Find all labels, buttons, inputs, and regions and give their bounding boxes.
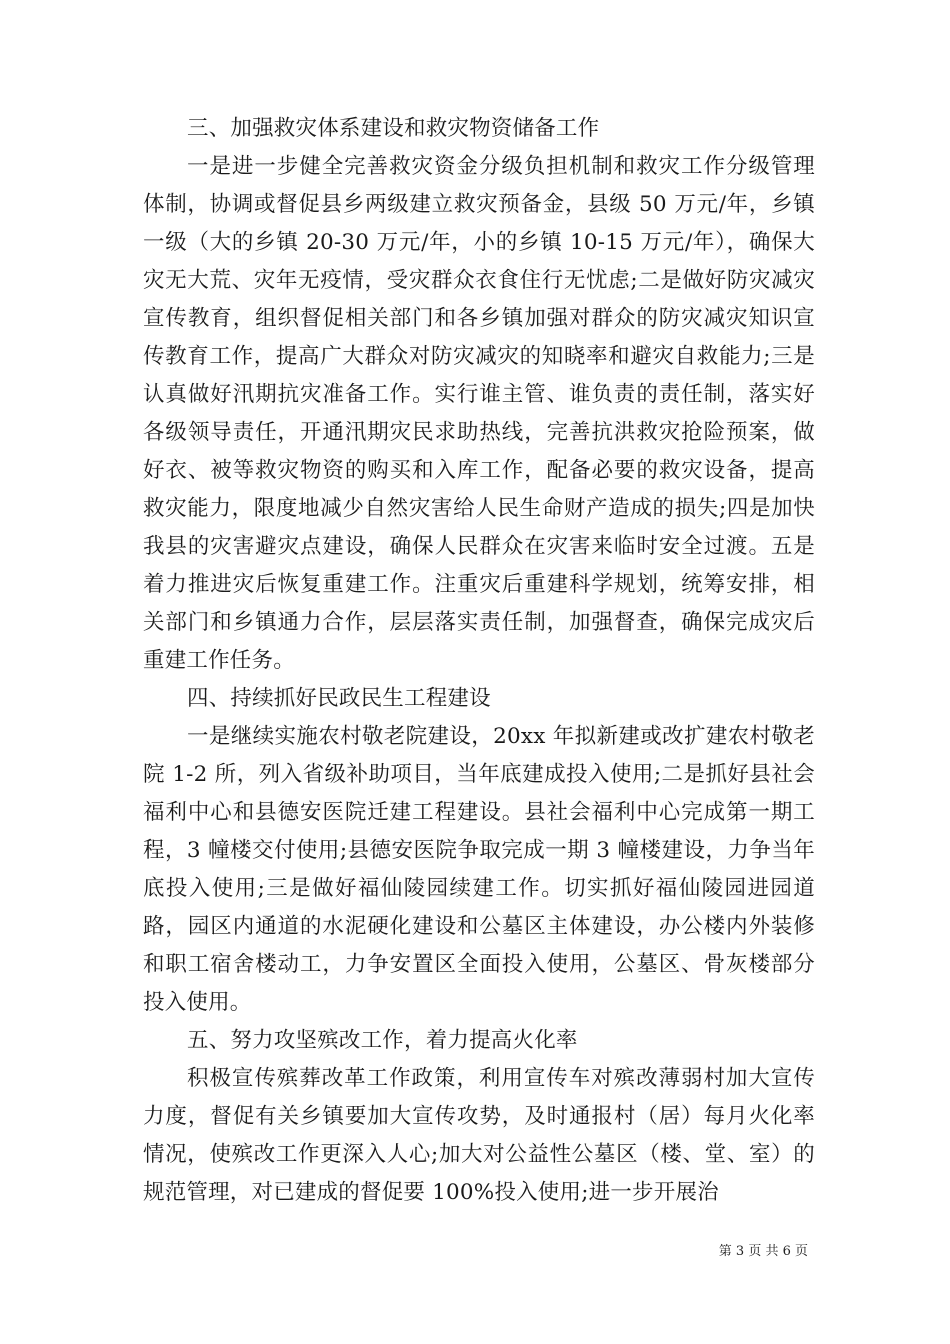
document-body: [143, 110, 815, 1212]
section-paragraph: 一是继续实施农村敬老院建设，20xx 年拟新建或改扩建农村敬老院 1-2 所，列入省级补助项目，当年底建成投入使用;二是抓好县社会福利中心和县德安医院迁建工程建设。县社会福利中心完成第一期工程，3 幢楼交付使用;县德安医院争取完成一期 3 幢楼建设，力争当年底投入使用;三是做好福仙陵园续建工作。切实抓好福仙陵园进园道路，园区内通道的水泥硬化建设和公墓区主体建设，办公楼内外装修和职工宿舍楼动工，力争安置区全面投入使用，公墓区、骨灰楼部分投入使用。: [143, 724, 815, 1015]
section-paragraph: 一是进一步健全完善救灾资金分级负担机制和救灾工作分级管理体制，协调或督促县乡两级建立救灾预备金，县级 50 万元/年，乡镇一级（大的乡镇 20-30 万元/年，小的乡镇 10-15 万元/年），确保大灾无大荒、灾年无疫情，受灾群众衣食住行无忧虑;二是做好防灾减灾宣传教育，组织督促相关部门和各乡镇加强对群众的防灾减灾知识宣传教育工作，提高广大群众对防灾减灾的知晓率和避灾自救能力;三是认真做好汛期抗灾准备工作。实行谁主管、谁负责的责任制，落实好各级领导责任，开通汛期灾民求助热线，完善抗洪救灾抢险预案，做好衣、被等救灾物资的购买和入库工作，配备必要的救灾设备，提高救灾能力，限度地减少自然灾害给人民生命财产造成的损失;四是加快我县的灾害避灾点建设，确保人民群众在灾害来临时安全过渡。五是着力推进灾后恢复重建工作。注重灾后重建科学规划，统筹安排，相关部门和乡镇通力合作，层层落实责任制，加强督查，确保完成灾后重建工作任务。: [143, 154, 815, 673]
page-number: 第 3 页 共 6 页: [718, 1244, 808, 1259]
section-heading: 三、加强救灾体系建设和救灾物资储备工作: [187, 116, 600, 141]
section-heading: 四、持续抓好民政民生工程建设: [187, 686, 491, 711]
section-paragraph: 积极宣传殡葬改革工作政策，利用宣传车对殡改薄弱村加大宣传力度，督促有关乡镇要加大宣传攻势，及时通报村（居）每月火化率情况，使殡改工作更深入人心;加大对公益性公墓区（楼、堂、室）的规范管理，对已建成的督促要 100%投入使用;进一步开展治: [143, 1066, 815, 1205]
section-heading: 五、努力攻坚殡改工作，着力提高火化率: [187, 1028, 578, 1053]
